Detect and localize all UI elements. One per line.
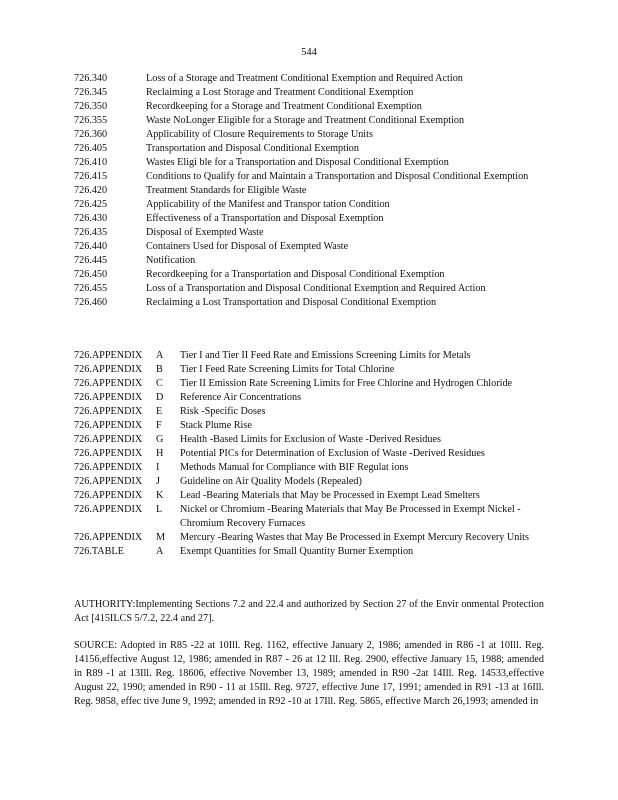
appendix-letter: L xyxy=(156,504,163,515)
section-code: 726.350 xyxy=(74,101,108,112)
appendix-letter: H xyxy=(156,448,164,459)
section-title: Recordkeeping for a Storage and Treatment Conditional Exemption xyxy=(146,101,422,112)
section-title: Containers Used for Disposal of Exempted Waste xyxy=(146,241,349,252)
appendix-letter: J xyxy=(156,476,160,487)
section-row xyxy=(74,226,544,240)
table-title: Exempt Quantities for Small Quantity Burner Exemption xyxy=(180,546,414,557)
appendix-title: Stack Plume Rise xyxy=(180,420,252,431)
appendix-title: Tier I Feed Rate Screening Limits for Total Chlorine xyxy=(180,364,395,375)
section-code: 726.440 xyxy=(74,241,108,252)
section-code: 726.360 xyxy=(74,129,108,140)
appendix-code: 726.APPENDIX xyxy=(74,476,143,487)
section-code: 726.435 xyxy=(74,227,108,238)
section-row xyxy=(74,296,544,310)
section-title: Reclaiming a Lost Storage and Treatment Conditional Exemption xyxy=(146,87,414,98)
appendix-row xyxy=(74,489,544,503)
appendix-title: Mercury -Bearing Wastes that May Be Processed in Exempt Mercury Recovery Units xyxy=(180,532,529,543)
appendix-row xyxy=(74,447,544,461)
appendix-letter: A xyxy=(156,350,164,361)
appendix-letter: I xyxy=(156,462,160,473)
section-code: 726.340 xyxy=(74,73,108,84)
section-row xyxy=(74,86,544,100)
appendix-code: 726.APPENDIX xyxy=(74,434,143,445)
section-code: 726.430 xyxy=(74,213,108,224)
appendix-letter: C xyxy=(156,378,163,389)
section-title: Applicability of the Manifest and Transpor tation Condition xyxy=(146,199,390,210)
section-title: Reclaiming a Lost Transportation and Disposal Conditional Exemption xyxy=(146,297,437,308)
appendix-row xyxy=(74,433,544,447)
appendix-row xyxy=(74,405,544,419)
section-title: Treatment Standards for Eligible Waste xyxy=(146,185,307,196)
appendix-code: 726.APPENDIX xyxy=(74,350,143,361)
table-code: 726.TABLE xyxy=(74,546,124,557)
appendix-code: 726.APPENDIX xyxy=(74,462,143,473)
appendix-letter: G xyxy=(156,434,164,445)
section-row xyxy=(74,72,544,86)
appendix-title: Health -Based Limits for Exclusion of Waste -Derived Residues xyxy=(180,434,441,445)
section-title: Conditions to Qualify for and Maintain a Transportation and Disposal Conditional Exemption xyxy=(146,171,529,182)
appendix-title: Risk -Specific Doses xyxy=(180,406,266,417)
section-code: 726.415 xyxy=(74,171,108,182)
section-row xyxy=(74,198,544,212)
appendix-letter: F xyxy=(156,420,162,431)
section-row xyxy=(74,212,544,226)
section-code: 726.455 xyxy=(74,283,108,294)
section-row xyxy=(74,240,544,254)
section-code: 726.410 xyxy=(74,157,108,168)
section-code: 726.450 xyxy=(74,269,108,280)
section-code: 726.420 xyxy=(74,185,108,196)
appendix-code: 726.APPENDIX xyxy=(74,490,143,501)
section-row xyxy=(74,156,544,170)
section-row xyxy=(74,254,544,268)
appendix-title: Nickel or Chromium -Bearing Materials that May Be Processed in Exempt Nickel -Chromium Recovery Furnaces xyxy=(180,504,521,529)
appendix-code: 726.APPENDIX xyxy=(74,448,143,459)
appendix-row xyxy=(74,419,544,433)
section-row xyxy=(74,142,544,156)
appendix-row xyxy=(74,475,544,489)
section-title: Effectiveness of a Transportation and Disposal Exemption xyxy=(146,213,384,224)
appendix-title: Guideline on Air Quality Models (Repealed) xyxy=(180,476,362,487)
appendix-code: 726.APPENDIX xyxy=(74,364,143,375)
appendix-row xyxy=(74,391,544,405)
source-note: SOURCE: Adopted in R85 -22 at 10Ill. Reg. 1162, effective January 2, 1986; amended in R86 -1 at 10Ill. Reg. 14156,effective August 12, 1986; amended in R87 - 26 at 12 Ill. Reg. 2900, effective January 15, 1988; amended in R89 -1 at 13Ill. Reg. 18606, effective November 13, 1989; amended in R90 -2at 14Ill. Reg. 14533,effective August 22, 1990; amended in R90 - 11 at 15Ill. Reg. 9727, effective June 17, 1991; amended in R91 -13 at 16Ill. Reg. 9858, effec tive June 9, 1992; amended in R92 -10 at 17Ill. Reg. 5865, effective March 26,1993; amended in xyxy=(74,640,544,707)
section-title: Notification xyxy=(146,255,196,266)
appendix-title: Methods Manual for Compliance with BIF Regulat ions xyxy=(180,462,409,473)
section-title: Applicability of Closure Requirements to Storage Units xyxy=(146,129,373,140)
table-letter: A xyxy=(156,546,164,557)
section-row xyxy=(74,184,544,198)
section-title: Disposal of Exempted Waste xyxy=(146,227,264,238)
section-row xyxy=(74,114,544,128)
appendix-code: 726.APPENDIX xyxy=(74,504,143,515)
section-code: 726.445 xyxy=(74,255,108,266)
section-title: Loss of a Transportation and Disposal Conditional Exemption and Required Action xyxy=(146,283,486,294)
appendix-list xyxy=(74,349,544,559)
appendix-letter: B xyxy=(156,364,163,375)
appendix-title: Tier II Emission Rate Screening Limits for Free Chlorine and Hydrogen Chloride xyxy=(180,378,513,389)
section-code: 726.345 xyxy=(74,87,108,98)
appendix-title: Potential PICs for Determination of Exclusion of Waste -Derived Residues xyxy=(180,448,485,459)
section-title: Transportation and Disposal Conditional Exemption xyxy=(146,143,359,154)
appendix-row xyxy=(74,545,544,559)
appendix-letter: E xyxy=(156,406,163,417)
appendix-code: 726.APPENDIX xyxy=(74,406,143,417)
section-code: 726.355 xyxy=(74,115,108,126)
section-title: Waste NoLonger Eligible for a Storage and Treatment Conditional Exemption xyxy=(146,115,465,126)
appendix-row xyxy=(74,349,544,363)
appendix-code: 726.APPENDIX xyxy=(74,392,143,403)
appendix-code: 726.APPENDIX xyxy=(74,420,143,431)
appendix-letter: M xyxy=(156,532,166,543)
appendix-letter: K xyxy=(156,490,164,501)
section-title: Loss of a Storage and Treatment Conditional Exemption and Required Action xyxy=(146,73,463,84)
section-row xyxy=(74,268,544,282)
authority-note: AUTHORITY:Implementing Sections 7.2 and 22.4 and authorized by Section 27 of the Envir onmental Protection Act [415ILCS 5/7.2, 22.4 and 27]. xyxy=(74,599,544,624)
section-code: 726.425 xyxy=(74,199,108,210)
appendix-code: 726.APPENDIX xyxy=(74,378,143,389)
section-row xyxy=(74,282,544,296)
appendix-row xyxy=(74,377,544,391)
appendix-title: Tier I and Tier II Feed Rate and Emissions Screening Limits for Metals xyxy=(180,350,471,361)
appendix-row xyxy=(74,503,544,531)
appendix-letter: D xyxy=(156,392,164,403)
section-code: 726.460 xyxy=(74,297,108,308)
appendix-row xyxy=(74,531,544,545)
page-number: 544 xyxy=(301,47,317,58)
section-title: Recordkeeping for a Transportation and Disposal Conditional Exemption xyxy=(146,269,445,280)
appendix-title: Lead -Bearing Materials that May be Processed in Exempt Lead Smelters xyxy=(180,490,480,501)
section-list xyxy=(74,72,544,310)
appendix-row xyxy=(74,363,544,377)
section-code: 726.405 xyxy=(74,143,108,154)
appendix-title: Reference Air Concentrations xyxy=(180,392,302,403)
section-title: Wastes Eligi ble for a Transportation and Disposal Conditional Exemption xyxy=(146,157,449,168)
section-row xyxy=(74,170,544,184)
appendix-code: 726.APPENDIX xyxy=(74,532,143,543)
appendix-row xyxy=(74,461,544,475)
section-row xyxy=(74,100,544,114)
section-row xyxy=(74,128,544,142)
